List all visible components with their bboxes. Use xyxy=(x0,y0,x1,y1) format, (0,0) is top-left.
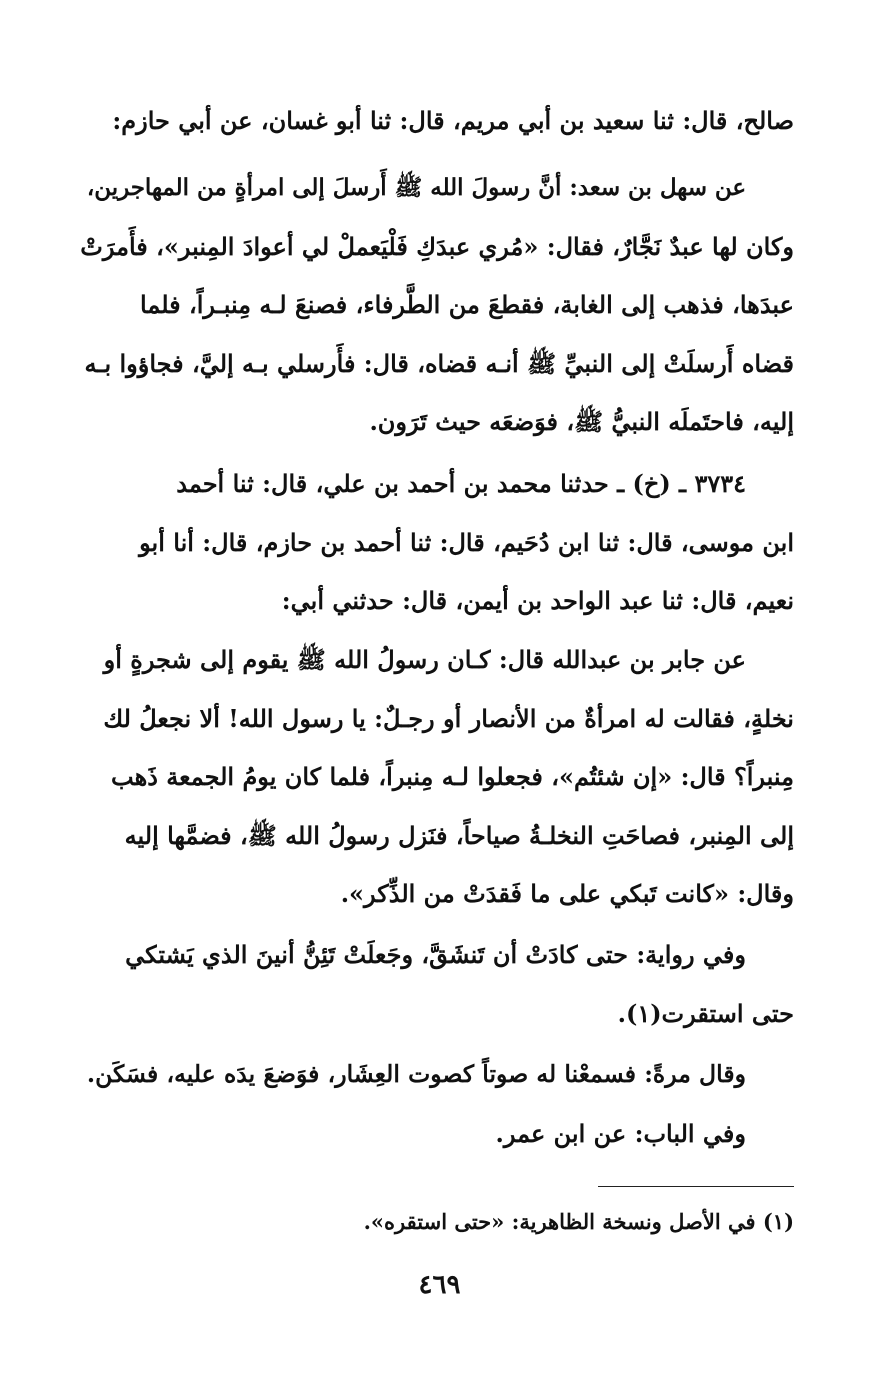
text-line: صالح، قال: ثنا سعيد بن أبي مريم، قال: ثنا أبو غسان، عن أبي حازم: xyxy=(112,106,794,135)
text-line: عبدَها، فذهب إلى الغابة، فقطعَ من الطَّرفاء، فصنعَ لـه مِنبـراً، فلما xyxy=(140,290,794,319)
text-line: ٣٧٣٤ ـ (خ) ـ حدثنا محمد بن أحمد بن علي، قال: ثنا أحمد xyxy=(176,469,746,498)
text-line: وقال مرةً: فسمعْنا له صوتاً كصوت العِشَار، فوَضعَ يدَه عليه، فسَكَن. xyxy=(86,1060,746,1088)
paragraph-6 xyxy=(80,1045,794,1104)
paragraph-2 xyxy=(80,159,794,452)
text-line: نعيم، قال: ثنا عبد الواحد بن أيمن، قال: حدثني أبي: xyxy=(281,586,794,615)
text-line: إلى المِنبر، فصاحَتِ النخلـةُ صياحاً، فنَزل رسولُ الله ﷺ، فضمَّها إليه xyxy=(124,820,794,850)
text-line: قضاه أَرسلَتْ إلى النبيِّ ﷺ أنـه قضاه، قال: فأَرسلي بـه إليَّ، فجاؤوا بـه xyxy=(84,348,794,378)
text-line: وكان لها عبدٌ نَجَّارٌ، فقال: «مُري عبدَكِ فَلْيَعملْ لي أعوادَ المِنبر»، فأَمرَتْ xyxy=(80,231,794,261)
page-number: ٤٦٩ xyxy=(418,1270,461,1300)
paragraph-3-hadith-3734 xyxy=(80,455,794,631)
paragraph-7 xyxy=(80,1105,794,1164)
text-line: وفي الباب: عن ابن عمر. xyxy=(495,1119,746,1148)
text-line: وفي رواية: حتى كادَتْ أن تَنشَقَّ، وجَعلَتْ تَئِنُّ أنينَ الذي يَشتكي xyxy=(125,940,746,969)
footnote-divider xyxy=(598,1186,794,1187)
text-line: عن جابر بن عبدالله قال: كـان رسولُ الله ﷺ يقوم إلى شجرةٍ أو xyxy=(103,645,746,674)
paragraph-4 xyxy=(80,631,794,924)
text-line: وقال: «كانت تَبكي على ما فَقدَتْ من الذِّكر». xyxy=(340,879,794,908)
text-line: مِنبراً؟ قال: «إن شئتُم»، فجعلوا لـه مِنبراً، فلما كان يومُ الجمعة ذَهب xyxy=(111,762,794,791)
footnote: (١) في الأصل ونسخة الظاهرية: «حتى استقره». xyxy=(363,1209,794,1234)
paragraph-1 xyxy=(80,92,794,151)
text-line: نخلةٍ، فقالت له امرأةٌ من الأنصار أو رجـلٌ: يا رسول الله! ألا نجعلُ لك xyxy=(103,703,794,733)
text-line: ابن موسى، قال: ثنا ابن دُحَيم، قال: ثنا أحمد بن حازم، قال: أنا أبو xyxy=(139,527,794,557)
text-line: حتى استقرت(١). xyxy=(617,998,794,1028)
paragraph-5 xyxy=(80,926,794,1043)
text-line: عن سهل بن سعد: أنَّ رسولَ الله ﷺ أَرسلَ إلى امرأةٍ من المهاجرين، xyxy=(86,174,746,201)
text-line: إليه، فاحتَملَه النبيُّ ﷺ، فوَضعَه حيث تَرَون. xyxy=(369,407,794,436)
